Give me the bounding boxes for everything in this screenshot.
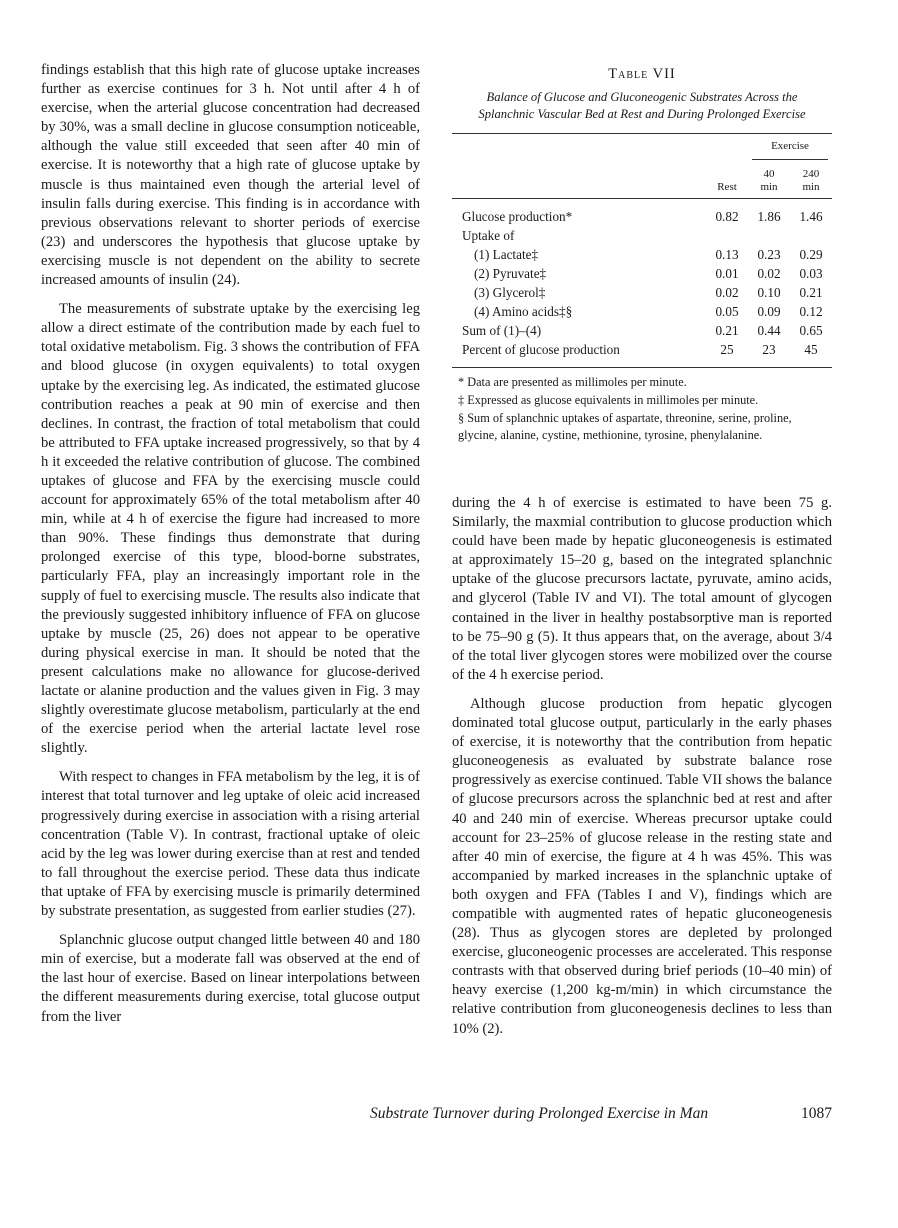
table-vii — [452, 66, 832, 445]
page-number: 1087 — [801, 1105, 832, 1122]
cell-240: 0.65 — [799, 322, 823, 338]
cell-rest: 0.13 — [715, 246, 739, 262]
cell-rest: 0.02 — [715, 284, 739, 300]
left-text-column — [41, 61, 420, 1037]
right-text-column — [452, 494, 832, 1049]
cell-40: 0.02 — [757, 265, 781, 281]
footnote-dagger: ‡ Expressed as glucose equivalents in millimoles per minute. — [458, 393, 759, 407]
table-row — [452, 226, 832, 245]
cell-240: 0.21 — [799, 284, 823, 300]
row-label: Uptake of — [462, 227, 515, 243]
row-label: Percent of glucose production — [462, 341, 620, 357]
body-paragraph: The measurements of substrate uptake by the exercising leg allow a direct estimate of the contribution made by each fuel to total oxidative metabolism. Fig. 3 shows the contribution of FFA and blood glucose (in oxygen equivalents) to total oxygen uptake by the exercising leg. As indicated, the estimated glucose contribution reaches a peak at 90 min of exercise and then declines. In contrast, the fraction of total metabolism that could be attributed to FFA uptake increased progressively, so that by 4 h it exceeded the relative contribution of glucose. The combined uptakes of glucose and FFA by the exercising muscle could account for approximately 65% of the total metabolism after 40 min, while at 4 h of exercise the figure had increased to more than 90%. These findings thus demonstrate that during prolonged exercise of this type, blood-borne substrates, particularly FFA, play an increasingly important role in the supply of fuel to exercising muscle. The results also indicate that the previously suggested inhibitory influence of FFA on glucose uptake by muscle (25, 26) does not appear to be operative during physical exercise in man. It should be noted that the present calculations make no allowance for glucose-derived lactate or alanine production and the values given in Fig. 3 may slightly overestimate glucose metabolism, particularly at the end of the exercise period when the arterial lactate level rose slightly. — [41, 301, 420, 757]
cell-40: 23 — [762, 341, 776, 357]
row-label: (3) Glycerol‡ — [474, 284, 546, 300]
cell-240: 0.29 — [799, 246, 823, 262]
row-label: (2) Pyruvate‡ — [474, 265, 547, 281]
col-header-240 — [790, 160, 832, 199]
cell-rest: 0.05 — [715, 303, 739, 319]
table-row — [452, 245, 832, 264]
row-label: (1) Lactate‡ — [474, 246, 539, 262]
row-label: Glucose production* — [462, 208, 573, 224]
cell-240: 45 — [804, 341, 818, 357]
table-body — [452, 134, 832, 368]
cell-rest: 0.21 — [715, 322, 739, 338]
col-240-line2: min — [802, 181, 820, 193]
table-row — [452, 264, 832, 283]
cell-240: 0.03 — [799, 265, 823, 281]
table-row — [452, 283, 832, 302]
cell-rest: 0.01 — [715, 265, 739, 281]
body-paragraph: Although glucose production from hepatic glycogen dominated total glucose output, particularly in the early phases of exercise, it is noteworthy that the contribution from hepatic gluconeogenesis as evaluated by substrate balance rose progressively as exercise continued. Table VII shows the balance of glucose precursors across the splanchnic bed at rest and after 40 and 240 min of exercise. Whereas precursor uptake could account for 23–25% of glucose release in the resting state and after 40 min of exercise, the figure at 4 h was 45%. This was accompanied by marked increases in the splanchnic uptake of both oxygen and FFA (Tables I and V), findings which are compatible with augmented rates of hepatic gluconeogenesis (28). Thus as glycogen stores are depleted by prolonged exercise, gluconeogenic processes are accelerated. This response contrasts with that observed during brief periods (10–40 min) of heavy exercise (1,200 kg-m/min) in which circumstance the relative contribution from gluconeogenesis declines to less than 10% (2). — [452, 695, 832, 1037]
col-header-40 — [748, 160, 790, 199]
row-label: Sum of (1)–(4) — [462, 322, 542, 338]
cell-40: 0.10 — [757, 284, 781, 300]
table-footnotes — [452, 374, 832, 444]
table-row — [452, 340, 832, 359]
body-paragraph: Splanchnic glucose output changed little between 40 and 180 min of exercise, but a moderate fall was observed at the end of the last hour of exercise. Based on linear interpolations between the different measurements during exercise, total glucose output from the liver — [41, 932, 420, 1025]
running-footer — [370, 1105, 832, 1123]
table-row — [452, 207, 832, 226]
cell-rest: 0.82 — [715, 208, 739, 224]
col-40-line1: 40 — [763, 168, 775, 180]
running-title: Substrate Turnover during Prolonged Exercise in Man — [370, 1105, 709, 1122]
cell-40: 0.44 — [757, 322, 781, 338]
body-paragraph: With respect to changes in FFA metabolism by the leg, it is of interest that total turnover and leg uptake of oleic acid increased progressively during exercise in association with a rising arterial concentration (Table V). In contrast, fractional uptake of oleic acid by the leg was lower during exercise than at rest and tended to fall throughout the exercise period. These data thus indicate that uptake of FFA by exercising muscle is primarily determined by substrate presentation, as suggested from earlier studies (27). — [41, 769, 420, 920]
col-header-rest: Rest — [717, 181, 737, 193]
cell-240: 1.46 — [799, 208, 823, 224]
exercise-group-header — [748, 134, 832, 160]
col-40-line2: min — [760, 181, 778, 193]
table-caption: Balance of Glucose and Gluconeogenic Substrates Across the Splanchnic Vascular Bed at Rest and During Prolonged Exercise — [478, 90, 806, 121]
cell-40: 0.09 — [757, 303, 781, 319]
row-label: (4) Amino acids‡§ — [474, 303, 573, 319]
footnote-star: * Data are presented as millimoles per minute. — [458, 375, 687, 389]
cell-40: 0.23 — [757, 246, 781, 262]
cell-240: 0.12 — [799, 303, 823, 319]
table-title: Table VII — [608, 66, 676, 82]
cell-40: 1.86 — [757, 208, 781, 224]
col-240-line1: 240 — [802, 168, 820, 180]
body-paragraph: findings establish that this high rate of glucose uptake increases further as exercise continues for 3 h. Not until after 4 h of exercise, when the arterial glucose concentration had decreased by 30%, was a small decline in glucose consumption noticeable, although the value still exceeded that seen after 40 min of exercise. It is noteworthy that a high rate of glucose uptake by muscle is thus maintained even though the arterial level of insulin falls during exercise. This finding is in accordance with previous observations relevant to shorter periods of exercise (23) and underscores the hypothesis that glucose uptake by exercising muscle is not dependent on the ability to secrete increased amounts of insulin (24). — [41, 62, 420, 289]
table-row — [452, 321, 832, 340]
exercise-header-text: Exercise — [771, 140, 809, 152]
table-row — [452, 302, 832, 321]
body-paragraph: during the 4 h of exercise is estimated to have been 75 g. Similarly, the maxmial contribution to glucose production which could have been made by hepatic gluconeogenesis is estimated at approximately 15–20 g, based on the integrated splanchnic uptake of the glucose precursors lactate, pyruvate, amino acids, and glycerol (Table IV and VI). The total amount of glycogen contained in the liver in healthy postabsorptive man is reported to be 75–90 g (5). It thus appears that, on the average, about 3/4 of the total liver glycogen stores were mobilized over the course of the 4 h exercise period. — [452, 495, 832, 683]
footnote-section: § Sum of splanchnic uptakes of aspartate, threonine, serine, proline, glycine, alanine, cystine, methionine, tyrosine, phenylalanine. — [458, 411, 792, 442]
cell-rest: 25 — [720, 341, 734, 357]
